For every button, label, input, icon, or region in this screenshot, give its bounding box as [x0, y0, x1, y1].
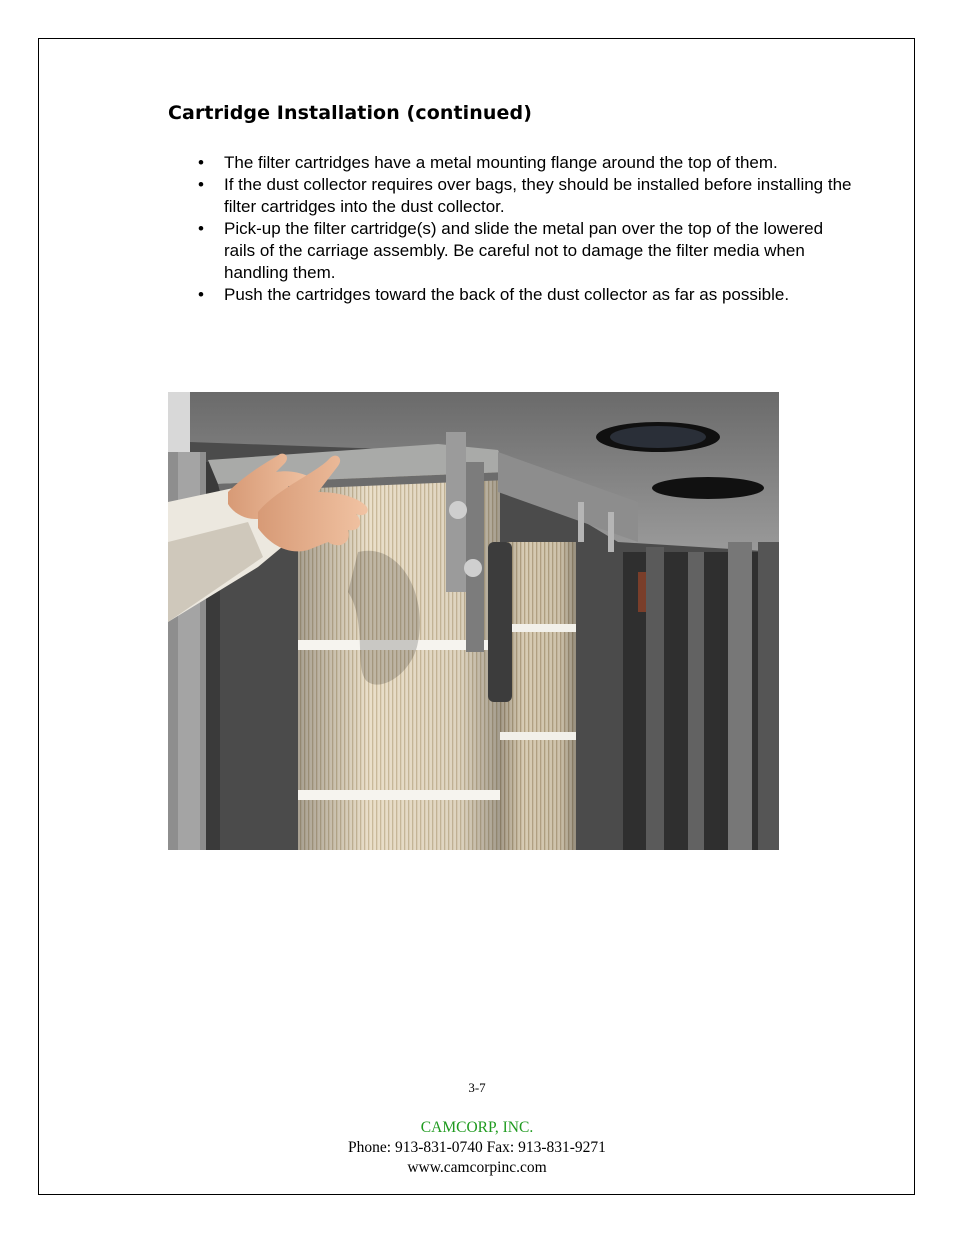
- list-item: • Push the cartridges toward the back of the dust collector as far as possible.: [196, 284, 856, 306]
- contact-phone-fax: Phone: 913-831-0740 Fax: 913-831-9271: [348, 1139, 606, 1156]
- list-item: • The filter cartridges have a metal mounting flange around the top of them.: [196, 152, 856, 174]
- list-item: • If the dust collector requires over bags, they should be installed before installing the filter cartridges into the dust collector.: [196, 174, 856, 218]
- company-name: CAMCORP, INC.: [420, 1119, 534, 1136]
- instruction-list: [196, 152, 856, 306]
- section-title: Cartridge Installation (continued): [168, 102, 532, 124]
- website-link[interactable]: www.camcorpinc.com: [407, 1159, 547, 1176]
- cartridge-installation-photo: [168, 392, 779, 850]
- page-number: 3-7: [468, 1080, 486, 1095]
- footer: [0, 1118, 954, 1178]
- list-item: • Pick-up the filter cartridge(s) and slide the metal pan over the top of the lowered rails of the carriage assembly. Be careful not to damage the filter media when handling them.: [196, 218, 856, 284]
